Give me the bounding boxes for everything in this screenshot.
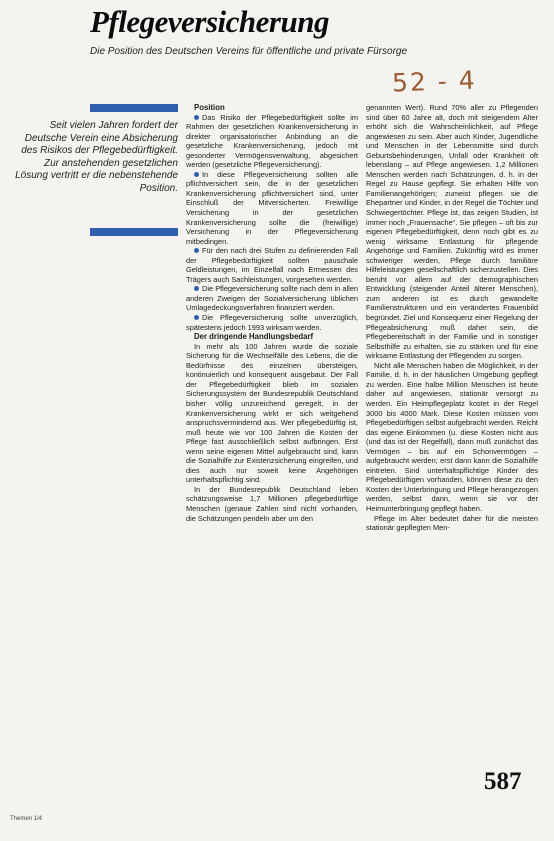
bullet-icon [194,172,199,177]
paragraph: Pflege im Alter bedeutet daher für die meisten stationär gepflegten Men- [366,513,538,533]
paragraph: Nicht alle Menschen haben die Möglichkeit, in der Familie, d. h. in der häuslichen Umgebung gepflegt zu werden. Eine halbe Million Menschen ist heute daher auf angewiesen, stationär versorgt zu werden. Ein Heimpflegeplatz kostet in der Regel 3000 bis 4000 Mark. Diese Kosten müssen vom Pflegebedürftigen selbst aufgebracht werden. Reicht das eigene Einkommen (u. diese Kosten nicht aus (und das ist der Regelfall), dann muß zunächst das Vermögen – bis auf ein Schonvermögen – aufgebraucht werden; erst dann kann die Sozialhilfe eintreten. Sind unterhaltspflichtige Kinder des Pflegebedürftigen vorhanden, können diese zu den Kosten der Unterbringung und Pflege herangezogen werden, selbst dann, wenn sie vor der Heimunterbringung gepflegt haben. [366,360,538,513]
accent-bar-bottom [90,228,178,236]
paragraph: In mehr als 100 Jahren wurde die soziale Sicherung für die Wechselfälle des Lebens, die die Bedürfnisse des einzelnen übersteigen, kontinuierlich und konsequent ausgebaut. Der Fall der Pflegebedürftigkeit blieb im sozialen Sicherungssystem der Bundesrepublik Deutschland bisher völlig unzureichend geregelt, in der Krankenversicherung wirkt er sich weitgehend anspruchsvermindernd aus. Wer pflegebedürftig ist, muß heute wie vor 100 Jahren die Kosten der Pflege fast ausschließlich selbst aufbringen. Erst wenn seine eigenen Mittel aufgebraucht sind, kann die Sozialhilfe zur Existenzsicherung eingreifen, und dies auch nur soweit keine Angehörigen unterhaltspflichtig sind. [186,341,358,485]
bullet-icon [194,286,199,291]
position-item: Für den nach drei Stufen zu definierenden Fall der Pflegebedürftigkeit sollten pauschale Geldleistungen, im Einzelfall nach Ermessen des Trägers auch Sachleistungen, vorgesehen werden. [186,246,358,284]
handwritten-note: 52 - 4 [391,65,478,98]
page-title: Pflegeversicherung [90,4,329,39]
section-heading: Der dringende Handlungsbedarf [194,332,314,342]
bullet-icon [194,115,199,120]
position-item: Die Pflegeversicherung sollte nach dem in allen anderen Zweigen der Sozialversicherung üblichen Umlagedeckungsverfahren finanziert werden. [186,284,358,313]
paragraph: genannten Wert). Rund 70% aller zu Pflegenden sind über 60 Jahre alt, doch mit steigendem Alter erhöht sich die Wahrscheinlichkeit, auf Pflege angewiesen zu sein. Aber auch Kinder, Jugendliche und Menschen in der Lebensmitte sind durch Geburtsbehinderungen, Unfall oder Krankheit oft lebenslang – auf Pflege angewiesen. 1,2 Millionen Menschen werden nach Schätzungen, d. h. in der Regel zu Hause gepflegt. Sie erhalten Hilfe von Familienangehörigen; zumeist pflegen sie die Ehepartner und Kinder, in der Regel die Töchter und Schwiegertöchter. Pflege ist, das zeigen Studien, ist immer noch „Frauensache“. Sie pflegen – oft bis zur eigenen Pflegebedürftigkeit, denn noch gibt es zu wenig wirksame Entlastung für pflegende Angehörige und Familien. Zukünftig wird es immer schwieriger werden, Pflege durch familiäre Hilfeleistungen gesellschaftlich sicherzustellen. Dies beruht vor allem auf der demographischen Entwicklung (steigender Anteil älterer Menschen), zum anderen ist es durch gewandelte Familienstrukturen und ein verändertes Frauenbild begründet. Ziel und Konsequenz einer Regelung der Pflegeabsicherung muß daher sein, die Pflegebereitschaft in der Familie und in sonstiger Selbsthilfe zu erhalten, sie zu stärken und für eine wirksame Entlastung der Pflegenden zu sorgen. [366,103,538,361]
page-number: 587 [484,768,522,795]
page-subtitle: Die Position des Deutschen Vereins für öffentliche und private Fürsorge [90,46,408,57]
bullet-icon [194,315,199,320]
accent-bar-top [90,104,178,112]
text-column-right [366,103,538,533]
position-item: Die Pflegeversicherung sollte unverzüglich, spätestens jedoch 1993 wirksam werden. [186,313,358,332]
paragraph: In der Bundesrepublik Deutschland leben schätzungsweise 1,7 Millionen pflegebedürftige Menschen (genaue Zahlen sind nicht vorhanden, die Schätzungen pendeln aber um den [186,484,358,523]
pull-quote: Seit vielen Jahren fordert der Deutsche Verein eine Absicherung des Risikos der Pflegebedürftigkeit. Zur anstehenden gesetzlichen Lösung vertritt er die nebenstehende Position. [15,120,178,194]
text-column-left [186,103,358,523]
position-heading: Position [194,103,225,112]
footer-note: Themen 1/4 [10,816,43,822]
position-item: In diese Pflegeversicherung sollten alle pflichtversichert sein, die in der gesetzlichen Krankenversicherung pflichtversichert sind, unter Einschluß der Mitversicherten. Freiwillige Versicherung in der gesetzlichen Krankenversicherung sollte die (freiwillige) Versicherung in der Pflegeversicherung mitbedingen. [186,169,358,246]
position-item: Das Risiko der Pflegebedürftigkeit sollte im Rahmen der gesetzlichen Krankenversicherung in direkter organisatorischer Anbindung an die gesetzliche Krankenversicherung, jedoch mit gesonderter Vermögensverwaltung, abgesichert werden (gesetzliche Pflegeversicherung). [186,112,358,170]
bullet-icon [194,248,199,253]
